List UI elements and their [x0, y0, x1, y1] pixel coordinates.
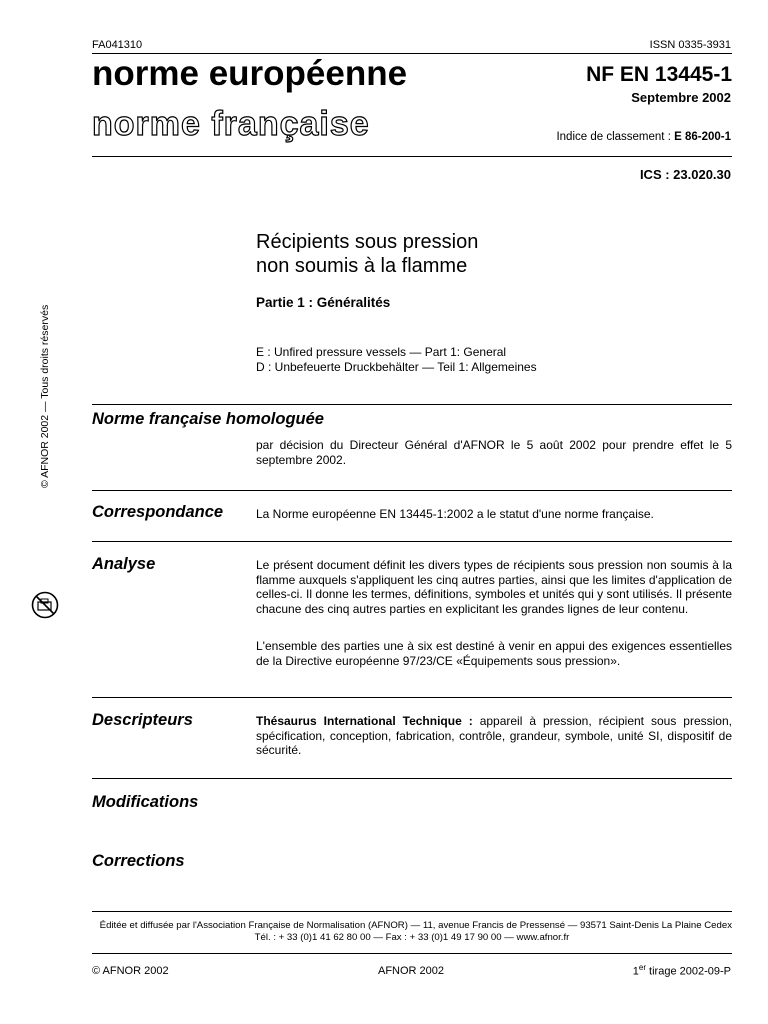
document-reference: FA041310 — [92, 39, 143, 51]
descripteurs-keywords: appareil à pression, récipient sous pression, spécification, conception, fabrication, contrôle, grandeur, symbole, unité SI, dispositif de sécurité. — [256, 714, 732, 757]
document-title-line2: non soumis à la flamme — [256, 255, 468, 277]
part-title: Partie 1 : Généralités — [256, 295, 391, 310]
footer-tirage: 1er tirage 2002-09-P — [632, 963, 731, 978]
divider-descripteurs — [92, 697, 732, 698]
section-title-homologuee: Norme française homologuée — [92, 410, 324, 428]
descripteurs-label: Thésaurus International Technique : — [256, 714, 473, 728]
sidebar-copyright: © AFNOR 2002 — Tous droits réservés — [39, 304, 51, 488]
publication-date: Septembre 2002 — [631, 90, 731, 105]
translated-titles — [256, 345, 537, 374]
title-norme-europeenne: norme européenne — [92, 54, 408, 93]
classement-index — [556, 131, 731, 143]
no-photocopy-icon — [30, 590, 60, 620]
divider-modifications — [92, 778, 732, 779]
section-text-descripteurs — [256, 714, 732, 758]
header-bottom-divider — [92, 156, 732, 157]
footer-copyright: © AFNOR 2002 — [92, 965, 169, 977]
ics-code: ICS : 23.020.30 — [639, 167, 731, 182]
document-title-line1: Récipients sous pression — [256, 231, 479, 253]
divider-correspondance — [92, 490, 732, 491]
footer-bottom-divider — [92, 953, 732, 954]
section-text-analyse-p2: L'ensemble des parties une à six est destiné à venir en appui des exigences essentielles de la Directive européenne 97/23/CE «Équipements sous pression». — [256, 639, 732, 668]
document-title — [256, 230, 478, 278]
section-title-analyse: Analyse — [92, 555, 156, 573]
footer-divider — [92, 911, 732, 912]
publisher-address: Éditée et diffusée par l'Association Française de Normalisation (AFNOR) — 11, avenue Francis de Pressensé — 93571 Saint-Denis La Plaine Cedex — [99, 920, 732, 931]
section-text-analyse-p1: Le présent document définit les divers types de récipients sous pression non soumis à la flamme auxquels s'appliquent les cinq autres parties, ainsi que les limites d'application de celles-ci. Il donne les termes, définitions, symboles et unités qui y sont utilisés. Il présente chacune des cinq autres parties en explicitant les grandes lignes de leur contenu. — [256, 558, 732, 616]
german-title: D : Unbefeuerte Druckbehälter — Teil 1: Allgemeines — [256, 359, 537, 374]
footer-center: AFNOR 2002 — [378, 965, 445, 977]
divider-analyse — [92, 541, 732, 542]
section-text-homologuee: par décision du Directeur Général d'AFNOR le 5 août 2002 pour prendre effet le 5 septembre 2002. — [256, 438, 732, 467]
section-title-corrections: Corrections — [92, 852, 185, 870]
english-title: E : Unfired pressure vessels — Part 1: General — [256, 345, 507, 359]
title-norme-francaise: norme française — [92, 105, 370, 143]
divider-homologuee — [92, 404, 732, 405]
issn: ISSN 0335-3931 — [649, 39, 731, 51]
section-title-correspondance: Correspondance — [92, 503, 224, 521]
standard-code: NF EN 13445-1 — [586, 63, 732, 86]
publisher-info — [92, 920, 732, 944]
section-title-descripteurs: Descripteurs — [92, 711, 193, 729]
classement-label: Indice de classement : — [556, 131, 671, 143]
section-text-correspondance: La Norme européenne EN 13445-1:2002 a le statut d'une norme française. — [256, 507, 654, 521]
section-title-modifications: Modifications — [92, 793, 199, 811]
publisher-contact: Tél. : + 33 (0)1 41 62 80 00 — Fax : + 33 (0)1 49 17 90 00 — www.afnor.fr — [254, 932, 570, 943]
classement-value: E 86-200-1 — [674, 131, 731, 143]
